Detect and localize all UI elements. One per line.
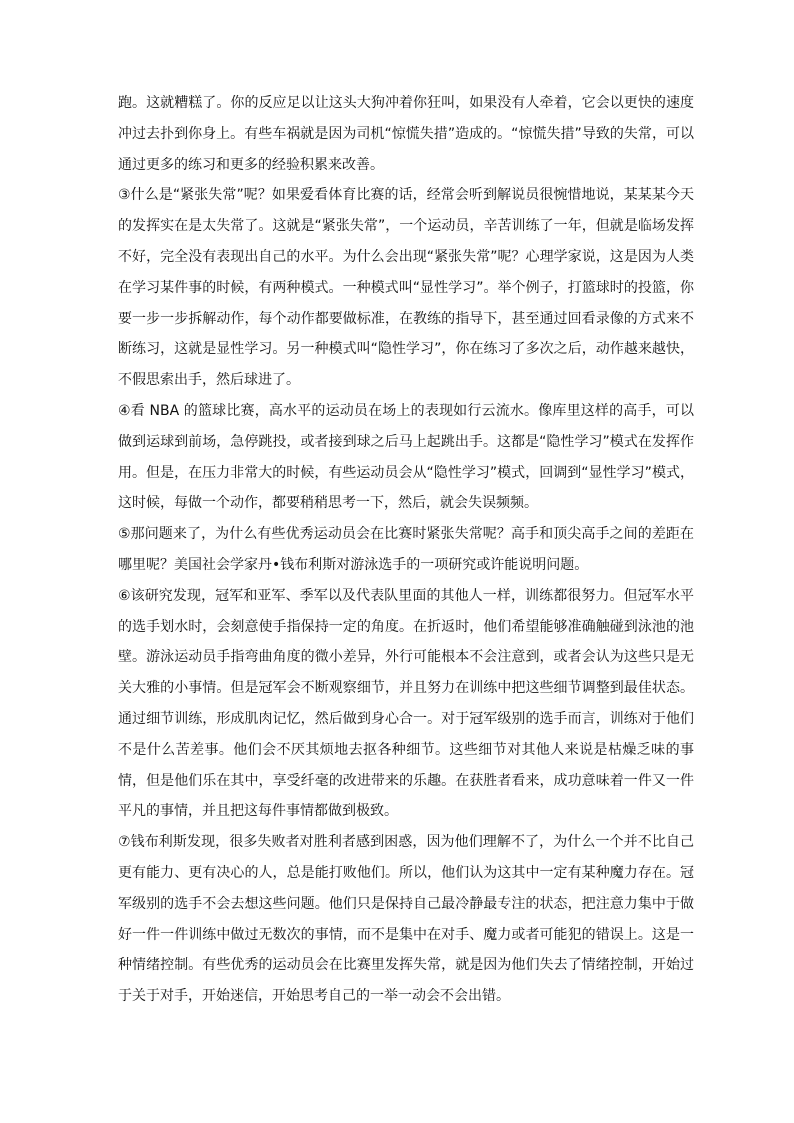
paragraph-7: ⑦钱布利斯发现，很多失败者对胜利者感到困惑，因为他们理解不了，为什么一个并不比自己更有能力、更有决心的人，总是能打败他们。所以，他们认为这其中一定有某种魔力存在。冠军级别的选手不会去想这些问题。他们只是保持自己最冷静最专注的状态，把注意力集中于做好一件一件训练中做过无数次的事情，而不是集中在对手、魔力或者可能犯的错误上。这是一种情绪控制。有些优秀的运动员会在比赛里发挥失常，就是因为他们失去了情绪控制，开始过于关于对手，开始迷信，开始思考自己的一举一动会不会出错。 [118, 834, 694, 1005]
paragraph-6: ⑥该研究发现，冠军和亚军、季军以及代表队里面的其他人一样，训练都很努力。但冠军水平的选手划水时，会刻意使手指保持一定的角度。在折返时，他们希望能够准确触碰到泳池的池壁。游泳运动员手指弯曲角度的微小差异，外行可能根本不会注意到，或者会认为这些只是无关大雅的小事情。但是冠军会不断观察细节，并且努力在训练中把这些细节调整到最佳状态。通过细节训练，形成肌肉记忆，然后做到身心合一。对于冠军级别的选手而言，训练对于他们不是什么苦差事。他们会不厌其烦地去抠各种细节。这些细节对其他人来说是枯燥乏味的事情，但是他们乐在其中，享受纤毫的改进带来的乐趣。在获胜者看来，成功意味着一件又一件平凡的事情，并且把这每件事情都做到极致。 [118, 587, 694, 820]
paragraph-3: ③什么是“紧张失常”呢？如果爱看体育比赛的话，经常会听到解说员很惋惜地说，某某某今天的发挥实在是太失常了。这就是“紧张失常”，一个运动员，辛苦训练了一年，但就是临场发挥不好，完全没有表现出自己的水平。为什么会出现“紧张失常”呢？心理学家说，这是因为人类在学习某件事的时候，有两种模式。一种模式叫“显性学习”。举个例子，打篮球时的投篮，你要一步一步拆解动作，每个动作都要做标准，在教练的指导下，甚至通过回看录像的方式来不断练习，这就是显性学习。另一种模式叫“隐性学习”，你在练习了多次之后，动作越来越快，不假思索出手，然后球进了。 [118, 187, 694, 389]
document-body [118, 88, 694, 1012]
paragraph-5: ⑤那问题来了，为什么有些优秀运动员会在比赛时紧张失常呢？高手和顶尖高手之间的差距在哪里呢？美国社会学家丹•钱布利斯对游泳选手的一项研究或许能说明问题。 [118, 526, 694, 573]
paragraph-4: ④看 NBA 的篮球比赛，高水平的运动员在场上的表现如行云流水。像库里这样的高手，可以做到运球到前场，急停跳投，或者接到球之后马上起跳出手。这都是“隐性学习”模式在发挥作用。但是，在压力非常大的时候，有些运动员会从“隐性学习”模式，回调到“显性学习”模式，这时候，每做一个动作，都要稍稍思考一下，然后，就会失误频频。 [118, 402, 694, 512]
paragraph-continuation: 跑。这就糟糕了。你的反应足以让这头大狗冲着你狂叫，如果没有人牵着，它会以更快的速度冲过去扑到你身上。有些车祸就是因为司机“惊慌失措”造成的。“惊慌失措”导致的失常，可以通过更多的练习和更多的经验积累来改善。 [118, 95, 694, 173]
